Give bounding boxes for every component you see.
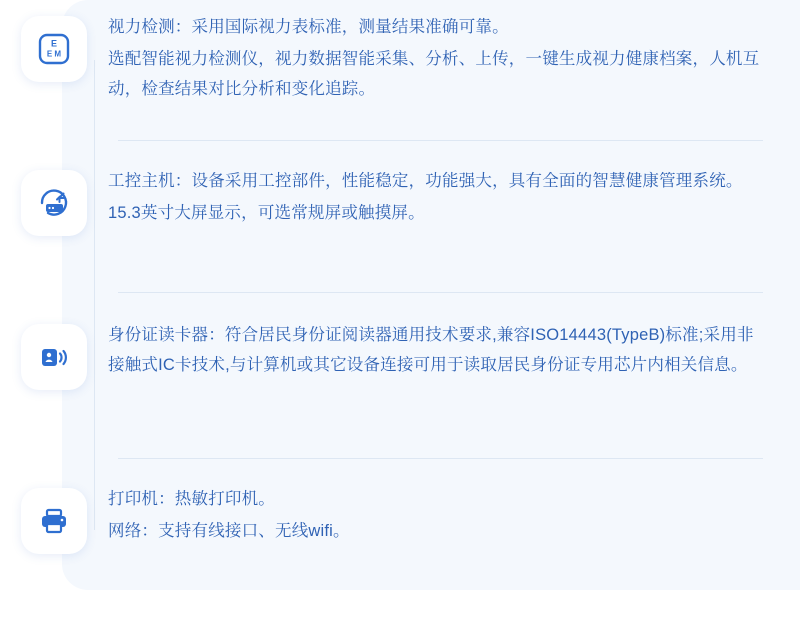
spec-line: 工控主机：设备采用工控部件，性能稳定，功能强大，具有全面的智慧健康管理系统。 (108, 172, 743, 190)
spec-row-id-card-reader (0, 320, 800, 390)
row-divider (118, 140, 763, 141)
spec-line: 身份证读卡器：符合居民身份证阅读器通用技术要求,兼容ISO14443(TypeB)标准;采用非接触式IC卡技术,与计算机或其它设备连接可用于读取居民身份证专用芯片内相关信息。 (108, 326, 754, 374)
text-column (108, 320, 800, 380)
spec-row-industrial-host (0, 166, 800, 236)
svg-text:E M: E M (46, 49, 62, 59)
icon-column (0, 12, 108, 82)
timeline-spine (94, 60, 95, 530)
spec-row-printer (0, 484, 800, 554)
spec-line: 网络：支持有线接口、无线wifi。 (108, 522, 350, 540)
svg-text:E: E (50, 38, 58, 49)
spec-line: 视力检测：采用国际视力表标准，测量结果准确可靠。 (108, 18, 509, 36)
text-column (108, 166, 800, 228)
row-divider (118, 458, 763, 459)
row-divider (118, 292, 763, 293)
text-column (108, 484, 800, 546)
icon-column (0, 166, 108, 236)
spec-line: 打印机：热敏打印机。 (108, 490, 275, 508)
spec-line: 15.3英寸大屏显示，可选常规屏或触摸屏。 (108, 204, 425, 222)
spec-row-vision-test (0, 12, 800, 104)
industrial-host-icon (21, 170, 87, 236)
icon-column (0, 320, 108, 390)
spec-line: 选配智能视力检测仪，视力数据智能采集、分析、上传，一键生成视力健康档案，人机互动，检查结果对比分析和变化追踪。 (108, 50, 760, 98)
text-column (108, 12, 800, 104)
icon-column (0, 484, 108, 554)
id-card-reader-icon (21, 324, 87, 390)
printer-icon (21, 488, 87, 554)
eye-chart-icon (21, 16, 87, 82)
